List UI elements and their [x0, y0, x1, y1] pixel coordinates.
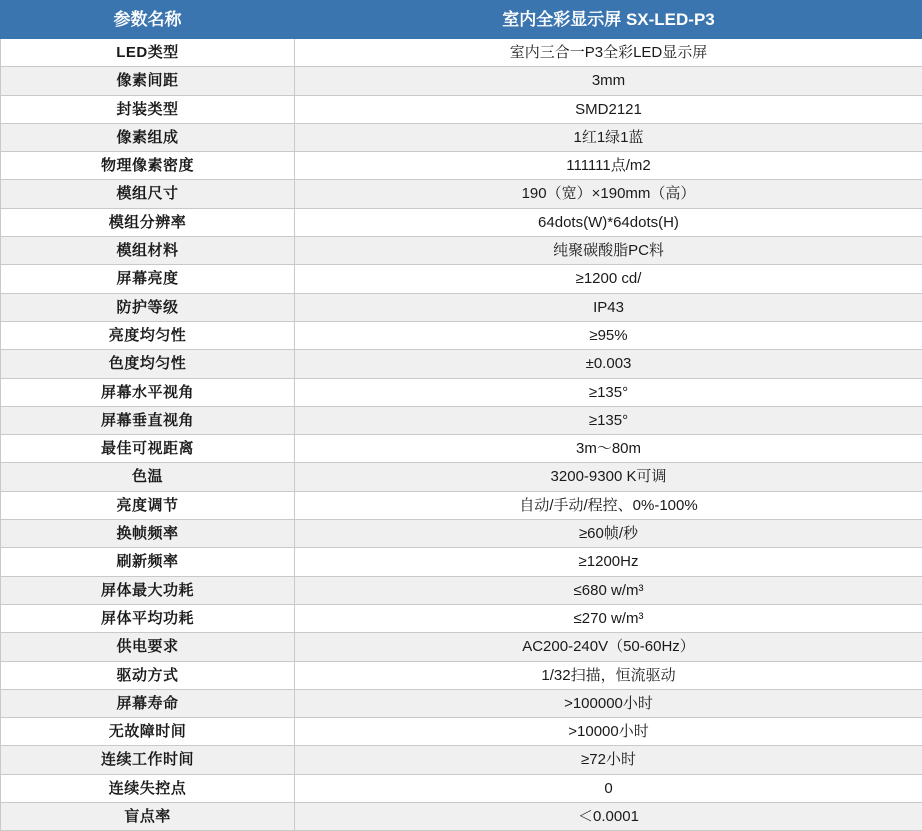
table-row [1, 604, 922, 632]
cell-parameter-value: 3m～80m [295, 435, 922, 463]
cell-parameter-value: ±0.003 [295, 350, 922, 378]
table-row [1, 661, 922, 689]
cell-parameter-value: 纯聚碳酸脂PC料 [295, 237, 922, 265]
cell-parameter-name: 连续失控点 [1, 774, 295, 802]
table-row [1, 237, 922, 265]
cell-parameter-value: ≥95% [295, 321, 922, 349]
cell-parameter-value: AC200-240V（50-60Hz） [295, 633, 922, 661]
cell-parameter-name: 屏幕亮度 [1, 265, 295, 293]
cell-parameter-name: 亮度均匀性 [1, 321, 295, 349]
cell-parameter-value: 64dots(W)*64dots(H) [295, 208, 922, 236]
cell-parameter-name: 刷新频率 [1, 548, 295, 576]
cell-parameter-value: ＜0.0001 [295, 803, 922, 831]
cell-parameter-name: 无故障时间 [1, 718, 295, 746]
cell-parameter-value: 3200-9300 K可调 [295, 463, 922, 491]
cell-parameter-name: 连续工作时间 [1, 746, 295, 774]
cell-parameter-name: 换帧频率 [1, 520, 295, 548]
header-cell-product-title: 室内全彩显示屏 SX-LED-P3 [295, 1, 922, 39]
cell-parameter-name: 色度均匀性 [1, 350, 295, 378]
cell-parameter-value: 111111点/m2 [295, 152, 922, 180]
cell-parameter-name: 色温 [1, 463, 295, 491]
cell-parameter-name: 像素间距 [1, 67, 295, 95]
cell-parameter-name: 供电要求 [1, 633, 295, 661]
cell-parameter-value: 室内三合一P3全彩LED显示屏 [295, 39, 922, 67]
table-body [1, 39, 922, 831]
table-row [1, 718, 922, 746]
cell-parameter-name: 屏幕水平视角 [1, 378, 295, 406]
cell-parameter-value: ≤680 w/m³ [295, 576, 922, 604]
cell-parameter-value: ≥135° [295, 378, 922, 406]
cell-parameter-name: 亮度调节 [1, 491, 295, 519]
table-row [1, 576, 922, 604]
table-row [1, 491, 922, 519]
cell-parameter-name: 物理像素密度 [1, 152, 295, 180]
table-row [1, 378, 922, 406]
table-row [1, 265, 922, 293]
table-row [1, 548, 922, 576]
table-row [1, 208, 922, 236]
table-row [1, 321, 922, 349]
cell-parameter-value: ≥72小时 [295, 746, 922, 774]
cell-parameter-value: IP43 [295, 293, 922, 321]
cell-parameter-name: 防护等级 [1, 293, 295, 321]
cell-parameter-value: 190（宽）×190mm（高） [295, 180, 922, 208]
cell-parameter-name: 模组分辨率 [1, 208, 295, 236]
cell-parameter-value: 0 [295, 774, 922, 802]
table-row [1, 152, 922, 180]
cell-parameter-value: ≥60帧/秒 [295, 520, 922, 548]
table-header [1, 1, 922, 39]
table-row [1, 123, 922, 151]
cell-parameter-name: 屏体平均功耗 [1, 604, 295, 632]
cell-parameter-value: ≥135° [295, 406, 922, 434]
cell-parameter-value: 自动/手动/程控、0%-100% [295, 491, 922, 519]
table-row [1, 293, 922, 321]
table-row [1, 350, 922, 378]
table-row [1, 520, 922, 548]
cell-parameter-name: 像素组成 [1, 123, 295, 151]
table-header-row [1, 1, 922, 39]
cell-parameter-value: >10000小时 [295, 718, 922, 746]
cell-parameter-name: 屏体最大功耗 [1, 576, 295, 604]
cell-parameter-name: LED类型 [1, 39, 295, 67]
table-row [1, 633, 922, 661]
table-row [1, 689, 922, 717]
cell-parameter-value: 1红1绿1蓝 [295, 123, 922, 151]
cell-parameter-value: ≥1200 cd/ [295, 265, 922, 293]
table-row [1, 406, 922, 434]
table-row [1, 67, 922, 95]
cell-parameter-value: ≥1200Hz [295, 548, 922, 576]
cell-parameter-name: 模组材料 [1, 237, 295, 265]
table-row [1, 746, 922, 774]
cell-parameter-value: SMD2121 [295, 95, 922, 123]
header-cell-parameter-name: 参数名称 [1, 1, 295, 39]
cell-parameter-name: 驱动方式 [1, 661, 295, 689]
cell-parameter-name: 模组尺寸 [1, 180, 295, 208]
cell-parameter-name: 最佳可视距离 [1, 435, 295, 463]
table-row [1, 435, 922, 463]
table-row [1, 774, 922, 802]
cell-parameter-value: ≤270 w/m³ [295, 604, 922, 632]
cell-parameter-value: 3mm [295, 67, 922, 95]
table-row [1, 39, 922, 67]
cell-parameter-name: 屏幕垂直视角 [1, 406, 295, 434]
table-row [1, 180, 922, 208]
table-row [1, 463, 922, 491]
table-row [1, 95, 922, 123]
cell-parameter-value: 1/32扫描，恒流驱动 [295, 661, 922, 689]
table-row [1, 803, 922, 831]
cell-parameter-name: 封装类型 [1, 95, 295, 123]
cell-parameter-name: 盲点率 [1, 803, 295, 831]
cell-parameter-name: 屏幕寿命 [1, 689, 295, 717]
cell-parameter-value: >100000小时 [295, 689, 922, 717]
